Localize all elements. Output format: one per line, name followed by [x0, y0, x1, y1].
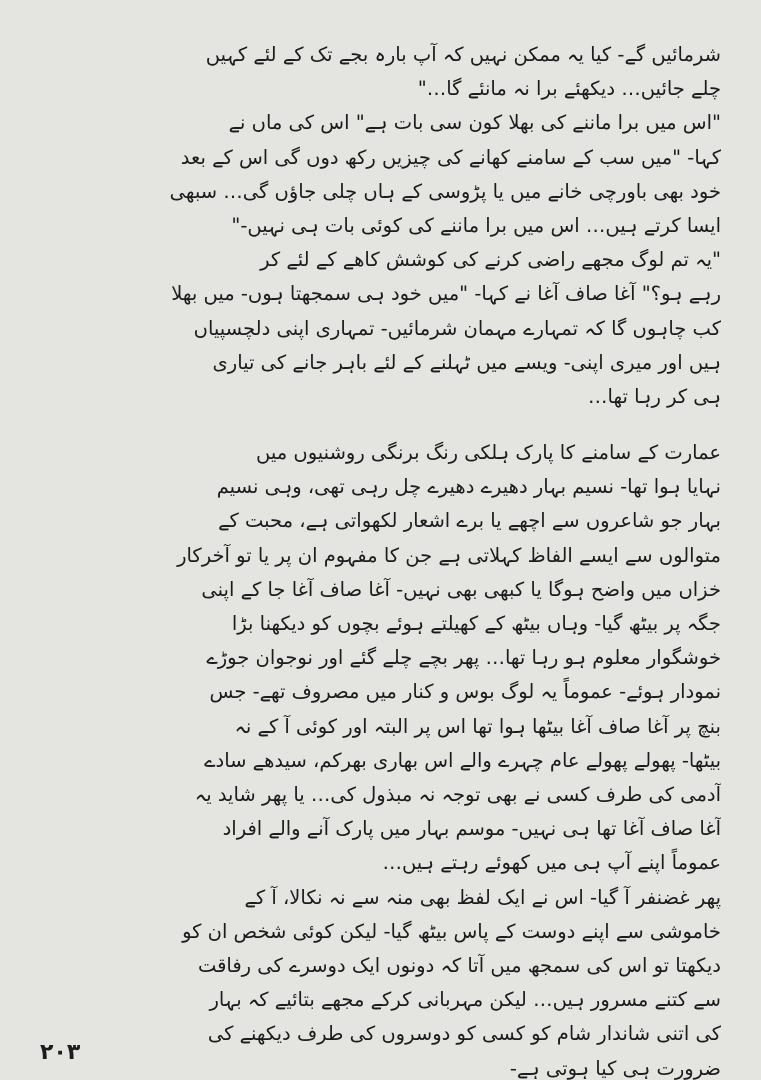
text-line: عمارت کے سامنے کا پارک ہلکی رنگ برنگی روشنیوں میں: [256, 441, 721, 464]
text-line: ہیں اور میری اپنی- ویسے میں ٹہلنے کے لئے باہر جانے کی تیاری: [212, 350, 721, 374]
text-line: متوالوں سے ایسے الفاظ کہلاتی ہے جن کا مفہوم ان پر یا تو آخرکار: [177, 543, 721, 567]
text-line: ایسا کرتے ہیں… اس میں برا ماننے کی کوئی بات ہی نہیں-": [231, 214, 721, 238]
text-line: جگہ پر بیٹھ گیا- وہاں بیٹھ کے کھیلتے ہوئے بچوں کو دیکھنا بڑا: [231, 612, 721, 636]
text-line: چلے جائیں… دیکھئے برا نہ مانئے گا…": [417, 77, 721, 101]
text-line: "یہ تم لوگ مجھے راضی کرنے کی کوشش کاھے کے لئے کر: [260, 248, 721, 272]
text-line: خزاں میں واضح ہوگا یا کبھی بھی نہیں- آغا صاف آغا جا کے اپنی: [201, 577, 721, 601]
page-number: ۲۰۳: [40, 1040, 81, 1065]
text-line: کی اتنی شاندار شام کو کسی کو دوسروں کی طرف دیکھنے کی: [207, 1022, 721, 1046]
paragraph-block-park: [44, 436, 721, 1080]
paragraph-block-dialogue: [44, 38, 721, 414]
text-line: بنچ پر آغا صاف آغا بیٹھا ہوا تھا اس پر البتہ اور کوئی آ کے نہ: [234, 714, 721, 738]
text-line: آغا صاف آغا تھا ہی نہیں- موسم بہار میں پارک آنے والے افراد: [222, 817, 721, 841]
text-line: دیکھتا تو اس کی سمجھ میں آتا کہ دونوں ایک دوسرے کی رفاقت: [197, 954, 721, 978]
text-line: خوشگوار معلوم ہو رہا تھا… پھر بچے چلے گئے اور نوجوان جوڑے: [206, 646, 721, 670]
text-line: "اس میں برا ماننے کی بھلا کون سی بات ہے" اس کی ماں نے: [228, 111, 721, 135]
text-line: پھر غضنفر آ گیا- اس نے ایک لفظ بھی منہ سے نہ نکالا، آ کے: [244, 885, 721, 909]
text-line: عموماً اپنے آپ ہی میں کھوئے رہتے ہیں…: [382, 851, 721, 875]
text-line: کب چاہوں گا کہ تمہارے مہمان شرمائیں- تمہاری اپنی دلچسپیاں: [193, 316, 721, 340]
text-line: نمودار ہوئے- عموماً یہ لوگ بوس و کنار میں مصروف تھے- جس: [209, 680, 721, 704]
text-line: بہار جو شاعروں سے اچھے یا برے اشعار لکھواتی ہے، محبت کے: [218, 509, 721, 533]
text-line: ہی کر رہا تھا…: [588, 385, 721, 409]
text-line: سے کتنے مسرور ہیں… لیکن مہربانی کرکے مجھے بتائیے کہ بہار: [209, 988, 721, 1012]
text-line: کہا- "میں سب کے سامنے کھانے کی چیزیں رکھ دوں گی اس کے بعد: [180, 145, 721, 169]
text-line: ضرورت ہی کیا ہوتی ہے-: [509, 1056, 721, 1080]
text-line: رہے ہو؟" آغا صاف آغا نے کہا- "میں خود ہی سمجھتا ہوں- میں بھلا: [171, 282, 721, 306]
text-line: خاموشی سے اپنے دوست کے پاس بیٹھ گیا- لیکن کوئی شخص ان کو: [182, 919, 721, 943]
text-line: خود بھی باورچی خانے میں یا پڑوسی کے ہاں چلی جاؤں گی… سبھی: [169, 179, 721, 203]
text-line: آدمی کی طرف کسی نے بھی توجہ نہ مبذول کی… یا پھر شاید یہ: [194, 783, 721, 807]
text-line: نہایا ہوا تھا- نسیم بہار دھیرے دھیرے چل رہی تھی، وہی نسیم: [216, 475, 721, 499]
text-line: بیٹھا- پھولے پھولے عام چہرے والے اس بھاری بھرکم، سیدھے سادے: [204, 748, 721, 772]
text-line: شرمائیں گے- کیا یہ ممکن نہیں کہ آپ بارہ بجے تک کے لئے کہیں: [205, 43, 721, 66]
